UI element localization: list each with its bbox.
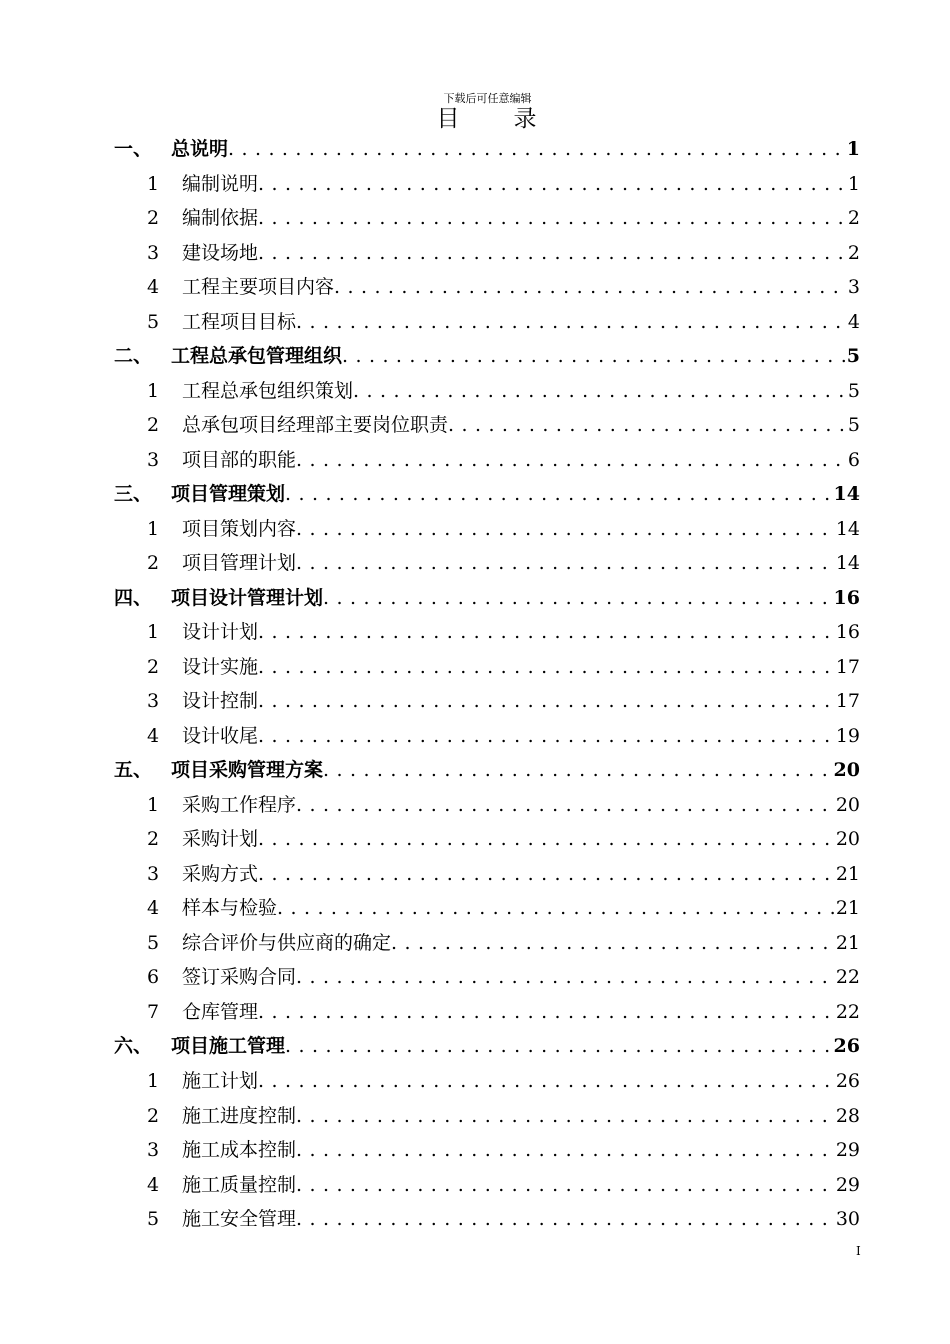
toc-section-entry[interactable] (114, 650, 860, 685)
toc-entry-title: 项目采购管理方案 (171, 759, 324, 782)
toc-dot-leader (342, 339, 845, 374)
toc-dot-leader (296, 443, 846, 478)
toc-entry-title: 项目设计管理计划 (171, 586, 324, 609)
toc-section-entry[interactable] (114, 270, 860, 305)
toc-dot-leader (258, 236, 846, 271)
toc-section-entry[interactable] (114, 995, 860, 1030)
toc-entry-number: 六、 (114, 1035, 153, 1058)
toc-entry-number: 4 (147, 897, 160, 920)
toc-entry-number: 3 (147, 1139, 160, 1162)
toc-section-entry[interactable] (114, 960, 860, 995)
toc-dot-leader (296, 512, 834, 547)
toc-entry-number: 2 (147, 828, 160, 851)
toc-entry-title: 项目管理计划 (182, 552, 297, 575)
toc-page-number: 21 (835, 931, 860, 954)
toc-dot-leader (296, 960, 834, 995)
toc-entry-title: 总说明 (171, 138, 229, 160)
toc-entry-title: 项目部的职能 (182, 448, 297, 471)
toc-section-entry[interactable] (114, 857, 860, 892)
toc-section-entry[interactable] (114, 374, 860, 409)
toc-dot-leader (258, 201, 846, 236)
toc-entry-number: 2 (147, 207, 160, 230)
toc-dot-leader (323, 753, 832, 788)
toc-title-left: 目 (436, 106, 462, 132)
toc-dot-leader (258, 650, 834, 685)
toc-page-number: 2 (847, 241, 860, 264)
toc-section-entry[interactable] (114, 546, 860, 581)
toc-entry-title: 样本与检验 (182, 897, 278, 920)
toc-page-number: 17 (835, 655, 860, 678)
toc-page-number: 14 (833, 483, 860, 506)
toc-entry-number: 5 (147, 931, 160, 954)
toc-page-number: 22 (835, 966, 860, 989)
toc-section-entry[interactable] (114, 305, 860, 340)
toc-entry-title: 编制依据 (182, 207, 259, 230)
toc-chapter-entry[interactable] (114, 339, 860, 374)
toc-entry-title: 采购方式 (182, 862, 259, 885)
toc-entry-title: 施工进度控制 (182, 1104, 297, 1127)
toc-entry-title: 综合评价与供应商的确定 (182, 931, 392, 954)
toc-dot-leader (296, 788, 834, 823)
toc-dot-leader (258, 684, 834, 719)
toc-dot-leader (258, 822, 834, 857)
toc-entry-number: 1 (147, 517, 160, 540)
toc-page-number: 6 (847, 448, 860, 471)
toc-page-number: 5 (847, 414, 860, 437)
toc-entry-number: 2 (147, 655, 160, 678)
toc-section-entry[interactable] (114, 512, 860, 547)
toc-page-number: 1 (847, 172, 860, 195)
toc-dot-leader (296, 1133, 834, 1168)
toc-entry-number: 2 (147, 1104, 160, 1127)
toc-entry-number: 二、 (114, 345, 153, 368)
toc-entry-number: 4 (147, 724, 160, 747)
toc-section-entry[interactable] (114, 1202, 860, 1237)
toc-page-number: 16 (835, 621, 860, 644)
toc-section-entry[interactable] (114, 167, 860, 202)
toc-entry-title: 工程总承包组织策划 (182, 379, 354, 402)
toc-entry-number: 三、 (114, 483, 153, 506)
toc-dot-leader (258, 167, 846, 202)
toc-entry-number: 3 (147, 448, 160, 471)
toc-page-number: 28 (835, 1104, 860, 1127)
toc-section-entry[interactable] (114, 615, 860, 650)
toc-entry-number: 3 (147, 862, 160, 885)
toc-entry-title: 设计收尾 (182, 724, 259, 747)
toc-entry-title: 施工质量控制 (182, 1173, 297, 1196)
toc-entry-number: 1 (147, 621, 160, 644)
toc-dot-leader (258, 1064, 834, 1099)
toc-entry-title: 项目策划内容 (182, 517, 297, 540)
toc-entry-number: 3 (147, 241, 160, 264)
toc-dot-leader (296, 1168, 834, 1203)
toc-entry-title: 项目管理策划 (171, 483, 286, 506)
toc-section-entry[interactable] (114, 891, 860, 926)
toc-page-number: 1 (846, 138, 860, 160)
toc-page-number: 21 (835, 862, 860, 885)
toc-page-number: 30 (835, 1208, 860, 1231)
toc-section-entry[interactable] (114, 788, 860, 823)
toc-entry-title: 项目施工管理 (171, 1035, 286, 1058)
toc-dot-leader (285, 477, 832, 512)
toc-title (0, 100, 950, 133)
toc-section-entry[interactable] (114, 822, 860, 857)
toc-dot-leader (277, 891, 834, 926)
toc-dot-leader (296, 1099, 834, 1134)
toc-entry-number: 4 (147, 276, 160, 299)
toc-page-number: 22 (835, 1000, 860, 1023)
toc-entry-title: 总承包项目经理部主要岗位职责 (182, 414, 449, 437)
toc-page-number: 5 (846, 345, 860, 368)
toc-entry-title: 采购计划 (182, 828, 259, 851)
toc-page-number: 21 (835, 897, 860, 920)
toc-entry-title: 工程总承包管理组织 (171, 345, 343, 368)
toc-dot-leader (258, 857, 834, 892)
toc-page-number: 2 (847, 207, 860, 230)
toc-dot-leader (258, 719, 834, 754)
toc-dot-leader (228, 132, 845, 167)
toc-page-number: 4 (847, 310, 860, 333)
toc-entry-title: 施工安全管理 (182, 1208, 297, 1231)
toc-chapter-entry[interactable] (114, 477, 860, 512)
toc-entry-title: 设计控制 (182, 690, 259, 713)
toc-page-number: 14 (835, 552, 860, 575)
toc-entry-title: 施工成本控制 (182, 1139, 297, 1162)
toc-chapter-entry[interactable] (114, 581, 860, 616)
header-note: 下载后可任意编辑 (443, 92, 532, 105)
toc-entry-number: 1 (147, 172, 160, 195)
toc-entry-title: 仓库管理 (182, 1000, 259, 1023)
toc-dot-leader (353, 374, 846, 409)
toc-section-entry[interactable] (114, 236, 860, 271)
toc-page-number: 5 (847, 379, 860, 402)
toc-page-number: 19 (835, 724, 860, 747)
toc-entry-number: 5 (147, 1208, 160, 1231)
toc-dot-leader (258, 615, 834, 650)
toc-dot-leader (448, 408, 846, 443)
toc-section-entry[interactable] (114, 926, 860, 961)
toc-title-right: 录 (513, 106, 539, 132)
toc-chapter-entry[interactable] (114, 132, 860, 167)
toc-dot-leader (258, 995, 834, 1030)
toc-entry-number: 3 (147, 690, 160, 713)
toc-section-entry[interactable] (114, 408, 860, 443)
toc-page-number: 20 (833, 759, 860, 782)
toc-section-entry[interactable] (114, 719, 860, 754)
toc-entry-number: 一、 (114, 138, 153, 160)
toc-page-number: 16 (833, 586, 860, 609)
toc-entry-number: 7 (147, 1000, 160, 1023)
table-of-contents (114, 132, 860, 1237)
toc-entry-number: 2 (147, 552, 160, 575)
toc-page-number: 3 (847, 276, 860, 299)
toc-page-number: 17 (835, 690, 860, 713)
toc-page-number: 14 (835, 517, 860, 540)
toc-page-number: 29 (835, 1173, 860, 1196)
toc-dot-leader (296, 305, 846, 340)
toc-entry-title: 工程主要项目内容 (182, 276, 335, 299)
toc-section-entry[interactable] (114, 684, 860, 719)
toc-page-number: 26 (833, 1035, 860, 1058)
toc-dot-leader (323, 581, 832, 616)
toc-entry-number: 五、 (114, 759, 153, 782)
toc-entry-number: 2 (147, 414, 160, 437)
toc-dot-leader (334, 270, 846, 305)
toc-section-entry[interactable] (114, 1099, 860, 1134)
toc-entry-number: 四、 (114, 586, 153, 609)
toc-chapter-entry[interactable] (114, 1029, 860, 1064)
toc-section-entry[interactable] (114, 1168, 860, 1203)
toc-entry-title: 工程项目目标 (182, 310, 297, 333)
toc-entry-number: 6 (147, 966, 160, 989)
toc-section-entry[interactable] (114, 443, 860, 478)
toc-page-number: 26 (835, 1070, 860, 1093)
toc-entry-number: 1 (147, 379, 160, 402)
toc-section-entry[interactable] (114, 1133, 860, 1168)
toc-entry-title: 签订采购合同 (182, 966, 297, 989)
toc-entry-title: 编制说明 (182, 172, 259, 195)
toc-entry-number: 1 (147, 793, 160, 816)
toc-dot-leader (296, 1202, 834, 1237)
toc-chapter-entry[interactable] (114, 753, 860, 788)
toc-page-number: 29 (835, 1139, 860, 1162)
toc-page-number: 20 (835, 828, 860, 851)
toc-entry-number: 4 (147, 1173, 160, 1196)
toc-section-entry[interactable] (114, 201, 860, 236)
toc-entry-title: 采购工作程序 (182, 793, 297, 816)
toc-entry-title: 设计计划 (182, 621, 259, 644)
toc-entry-number: 1 (147, 1070, 160, 1093)
toc-entry-title: 施工计划 (182, 1070, 259, 1093)
toc-dot-leader (391, 926, 834, 961)
toc-entry-number: 5 (147, 310, 160, 333)
toc-section-entry[interactable] (114, 1064, 860, 1099)
toc-page-number: 20 (835, 793, 860, 816)
toc-entry-title: 设计实施 (182, 655, 259, 678)
toc-dot-leader (296, 546, 834, 581)
toc-entry-title: 建设场地 (182, 241, 259, 264)
toc-dot-leader (285, 1029, 832, 1064)
footer-page-number: I (856, 1244, 861, 1258)
